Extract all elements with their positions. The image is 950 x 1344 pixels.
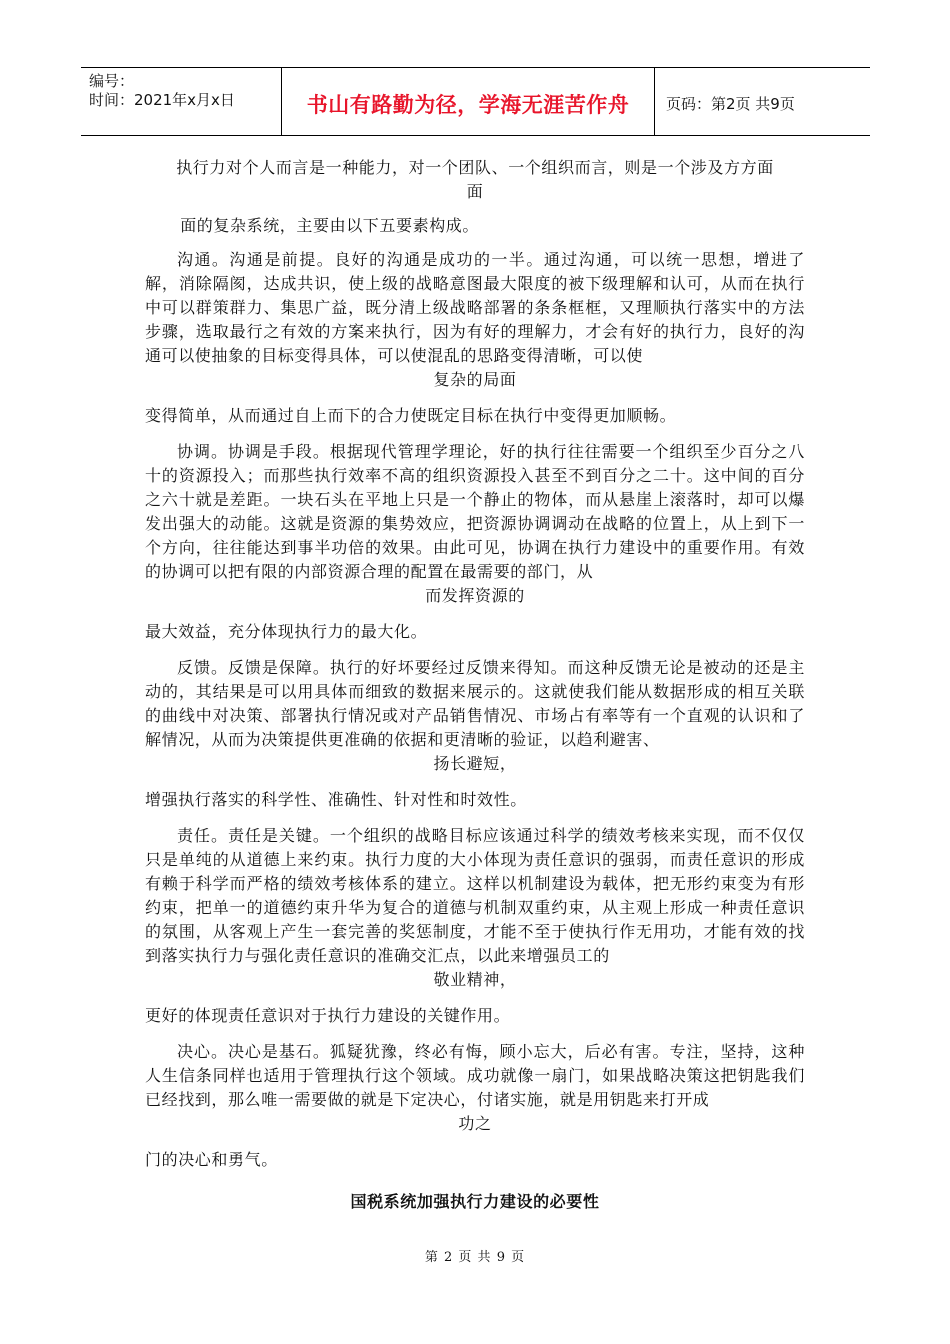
header-table	[81, 67, 870, 136]
page-footer: 第 2 页 共 9 页	[424, 1250, 526, 1265]
paragraph-feedback: 反馈。反馈是保障。执行的好坏要经过反馈来得知。而这种反馈无论是被动的还是主动的，其结果是可以用具体而细致的数据来展示的。这就使我们能从数据形成的相互关联的曲线中对决策、部署执行情况或对产品销售情况、市场占有率等有一个直观的认识和了解情况，从而为决策提供更准确的依据和更清晰的验证，以趋利避害、	[145, 658, 805, 749]
paragraph-coordination-tail: 而发挥资源的	[425, 586, 525, 605]
paragraph-feedback-continuation: 增强执行落实的科学性、准确性、针对性和时效性。	[145, 790, 527, 809]
number-label: 编号：	[89, 72, 135, 90]
paragraph-determination: 决心。决心是基石。狐疑犹豫，终必有悔，顾小忘大，后必有害。专注，坚持，这种人生信条同样也适用于管理执行这个领域。成功就像一扇门，如果战略决策这把钥匙我们已经找到，那么唯一需要做的就是下定决心，付诸实施，就是用钥匙来打开成	[145, 1042, 805, 1109]
document-body	[145, 156, 805, 1214]
intro-line-2: 面	[466, 182, 484, 201]
intro-line-1: 执行力对个人而言是一种能力，对一个团队、一个组织而言，则是一个涉及方方面	[176, 158, 774, 177]
intro-continuation: 面的复杂系统，主要由以下五要素构成。	[180, 216, 479, 235]
date-label: 时间：2021年x月x日	[89, 91, 235, 109]
paragraph-coordination: 协调。协调是手段。根据现代管理学理论，好的执行往往需要一个组织至少百分之八十的资源投入；而那些执行效率不高的组织资源投入甚至不到百分之二十。这中间的百分之六十就是差距。一块石头在平地上只是一个静止的物体，而从悬崖上滚落时，却可以爆发出强大的动能。这就是资源的集势效应，把资源协调调动在战略的位置上，从上到下一个方向，往往能达到事半功倍的效果。由此可见，协调在执行力建设中的重要作用。有效的协调可以把有限的内部资源合理的配置在最需要的部门，从	[145, 442, 805, 581]
paragraph-determination-continuation: 门的决心和勇气。	[145, 1150, 278, 1169]
paragraph-responsibility-tail: 敬业精神，	[433, 970, 517, 989]
header-meta-cell	[81, 68, 282, 135]
paragraph-responsibility: 责任。责任是关键。一个组织的战略目标应该通过科学的绩效考核来实现，而不仅仅只是单纯的从道德上来约束。执行力度的大小体现为责任意识的强弱，而责任意识的形成有赖于科学而严格的绩效考核体系的建立。这样以机制建设为载体，把无形约束变为有形约束，把单一的道德约束升华为复合的道德与机制双重约束，从主观上形成一种责任意识的氛围，从客观上产生一套完善的奖惩制度，才能不至于使执行作无用功，才能有效的找到落实执行力与强化责任意识的准确交汇点，以此来增强员工的	[145, 826, 805, 965]
paragraph-coordination-continuation: 最大效益，充分体现执行力的最大化。	[145, 622, 428, 641]
paragraph-responsibility-continuation: 更好的体现责任意识对于执行力建设的关键作用。	[145, 1006, 511, 1025]
paragraph-communication-tail: 复杂的局面	[433, 370, 517, 389]
paragraph-communication: 沟通。沟通是前提。良好的沟通是成功的一半。通过沟通，可以统一思想，增进了解，消除隔阂，达成共识，使上级的战略意图最大限度的被下级理解和认可，从而在执行中可以群策群力、集思广益，既分清上级战略部署的条条框框，又理顺执行落实中的方法步骤，选取最行之有效的方案来执行，因为有好的理解力，才会有好的执行力，良好的沟通可以使抽象的目标变得具体，可以使混乱的思路变得清晰，可以使	[145, 250, 805, 365]
paragraph-communication-continuation: 变得简单，从而通过自上而下的合力使既定目标在执行中变得更加顺畅。	[145, 406, 677, 425]
header-motto: 书山有路勤为径，学海无涯苦作舟	[282, 68, 655, 135]
paragraph-feedback-tail: 扬长避短，	[433, 754, 517, 773]
section-title: 国税系统加强执行力建设的必要性	[350, 1192, 600, 1211]
header-page-label: 页码：第2页 共9页	[666, 95, 795, 113]
paragraph-determination-tail: 功之	[458, 1114, 492, 1133]
